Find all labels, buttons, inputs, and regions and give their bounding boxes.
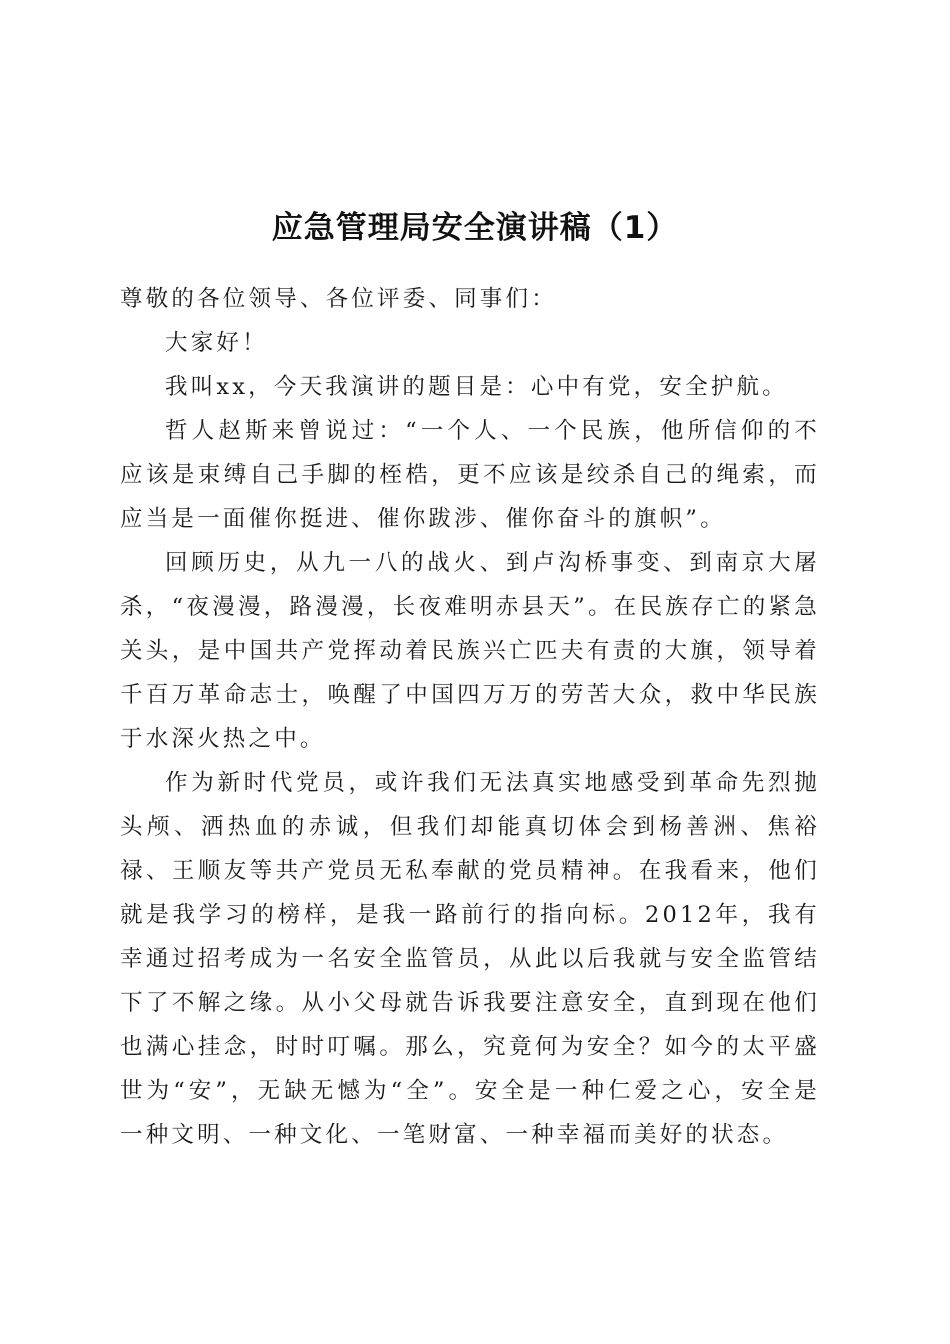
document-title: 应急管理局安全演讲稿（1） [271,210,679,246]
paragraph-history: 回顾历史，从九一八的战火、到卢沟桥事变、到南京大屠杀，“夜漫漫，路漫漫，长夜难明赤县天”。在民族存亡的紧急关头，是中国共产党挥动着民族兴亡匹夫有责的大旗，领导着千百万革命志士，唤醒了中国四万万的劳苦大众，救中华民族于水深火热之中。 [120,550,820,752]
salutation: 尊敬的各位领导、各位评委、同事们： [120,286,557,312]
paragraph-greeting: 大家好！ [165,330,268,356]
paragraph-quote: 哲人赵斯来曾说过：“一个人、一个民族，他所信仰的不应该是束缚自己手脚的桎梏，更不应该是绞杀自己的绳索，而应当是一面催你挺进、催你跋涉、催你奋斗的旗帜”。 [120,418,820,532]
paragraph-intro: 我叫xx，今天我演讲的题目是：心中有党，安全护航。 [165,374,788,400]
paragraph-new-era: 作为新时代党员，或许我们无法真实地感受到革命先烈抛头颅、洒热血的赤诚，但我们却能真切体会到杨善洲、焦裕禄、王顺友等共产党员无私奉献的党员精神。在我看来，他们就是我学习的榜样，是我一路前行的指向标。2012年，我有幸通过招考成为一名安全监管员，从此以后我就与安全监管结下了不解之缘。从小父母就告诉我要注意安全，直到现在他们也满心挂念，时时叮嘱。那么，究竟何为安全？如今的太平盛世为“安”，无缺无憾为“全”。安全是一种仁爱之心，安全是一种文明、一种文化、一笔财富、一种幸福而美好的状态。 [120,770,820,1148]
document-body [120,277,820,1157]
